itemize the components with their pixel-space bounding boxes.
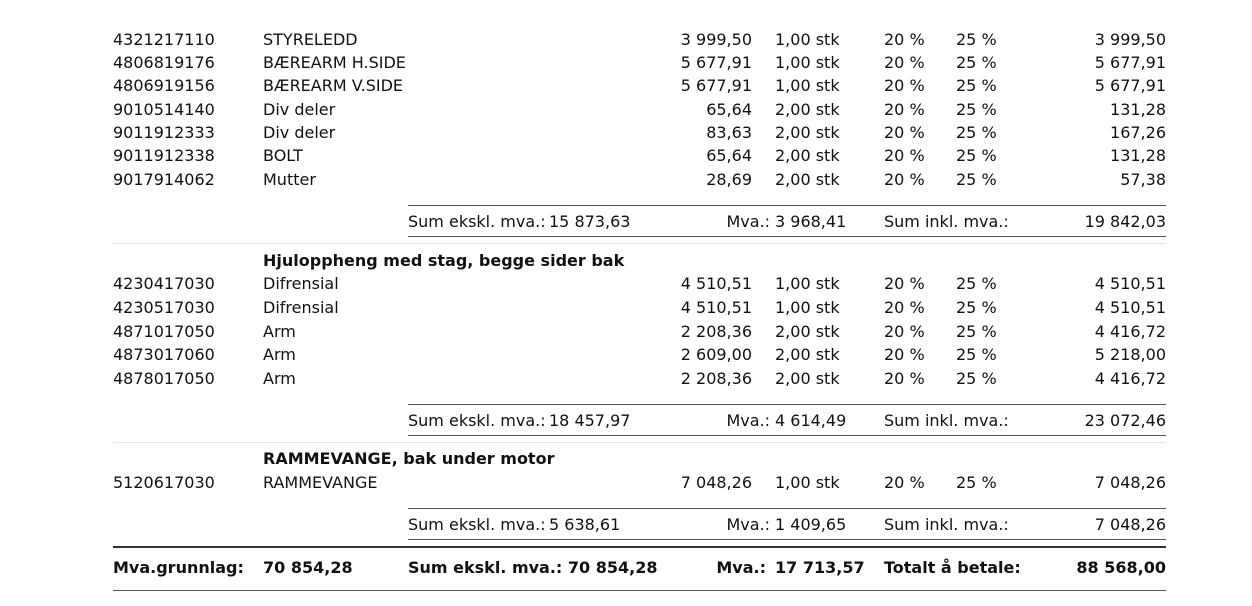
line-amount: 4 510,51 (1094, 274, 1166, 293)
line-item-row (0, 145, 1252, 167)
sum-excl-value: 18 457,97 (549, 411, 631, 430)
quantity: 1,00 stk (775, 30, 840, 49)
mva-value: 4 614,49 (775, 411, 847, 430)
sum-incl-value: 19 842,03 (1084, 212, 1166, 231)
sum-incl-label: Sum inkl. mva.: (884, 411, 1009, 430)
unit-price: 3 999,50 (680, 30, 752, 49)
total-divider-bottom (113, 590, 1166, 591)
sum-incl-label: Sum inkl. mva.: (884, 515, 1009, 534)
unit-price: 2 609,00 (680, 345, 752, 364)
unit-price: 7 048,26 (680, 473, 752, 492)
mva-value: 1 409,65 (775, 515, 847, 534)
line-amount: 3 999,50 (1094, 30, 1166, 49)
part-description: RAMMEVANGE (263, 473, 378, 492)
line-amount: 5 677,91 (1094, 53, 1166, 72)
part-number: 4871017050 (113, 322, 215, 341)
part-description: BÆREARM V.SIDE (263, 76, 404, 95)
subtotal-row (0, 514, 1252, 536)
sum-excl-label: Sum ekskl. mva.: (408, 411, 546, 430)
grand-total-row (0, 556, 1252, 580)
total-sum-excl-value: 70 854,28 (567, 558, 658, 577)
line-item-row (0, 297, 1252, 319)
line-item-row (0, 472, 1252, 494)
line-amount: 131,28 (1110, 146, 1166, 165)
part-number: 9011912333 (113, 123, 215, 142)
quantity: 1,00 stk (775, 473, 840, 492)
discount: 20 % (884, 100, 925, 119)
sum-excl-value: 5 638,61 (549, 515, 621, 534)
vat-rate: 25 % (956, 345, 997, 364)
sum-incl-label: Sum inkl. mva.: (884, 212, 1009, 231)
line-item-row (0, 368, 1252, 390)
quantity: 2,00 stk (775, 100, 840, 119)
line-amount: 5 677,91 (1094, 76, 1166, 95)
discount: 20 % (884, 298, 925, 317)
vat-rate: 25 % (956, 369, 997, 388)
line-item-row (0, 99, 1252, 121)
unit-price: 2 208,36 (680, 369, 752, 388)
discount: 20 % (884, 53, 925, 72)
unit-price: 5 677,91 (680, 53, 752, 72)
subtotal-divider-bottom (408, 236, 1166, 237)
part-description: BOLT (263, 146, 303, 165)
part-description: Difrensial (263, 274, 339, 293)
unit-price: 83,63 (706, 123, 752, 142)
line-amount: 4 416,72 (1094, 322, 1166, 341)
unit-price: 28,69 (706, 170, 752, 189)
unit-price: 2 208,36 (680, 322, 752, 341)
quantity: 1,00 stk (775, 53, 840, 72)
line-item-row (0, 321, 1252, 343)
line-amount: 57,38 (1120, 170, 1166, 189)
subtotal-divider-top (408, 404, 1166, 405)
mva-basis-value: 70 854,28 (263, 558, 353, 577)
discount: 20 % (884, 274, 925, 293)
line-amount: 4 510,51 (1094, 298, 1166, 317)
discount: 20 % (884, 369, 925, 388)
vat-rate: 25 % (956, 473, 997, 492)
quantity: 2,00 stk (775, 369, 840, 388)
line-item-row (0, 344, 1252, 366)
vat-rate: 25 % (956, 30, 997, 49)
part-number: 4878017050 (113, 369, 215, 388)
line-item-row (0, 52, 1252, 74)
quantity: 2,00 stk (775, 322, 840, 341)
total-to-pay-label: Totalt å betale: (884, 558, 1021, 577)
part-description: Div deler (263, 123, 336, 142)
part-description: Difrensial (263, 298, 339, 317)
discount: 20 % (884, 345, 925, 364)
part-description: STYRELEDD (263, 30, 358, 49)
discount: 20 % (884, 76, 925, 95)
line-amount: 7 048,26 (1094, 473, 1166, 492)
line-amount: 4 416,72 (1094, 369, 1166, 388)
group-separator (113, 442, 1166, 443)
sum-excl-label: Sum ekskl. mva.: (408, 515, 546, 534)
part-number: 4806819176 (113, 53, 215, 72)
vat-rate: 25 % (956, 170, 997, 189)
part-number: 4321217110 (113, 30, 215, 49)
part-number: 4230517030 (113, 298, 215, 317)
line-item-row (0, 29, 1252, 51)
subtotal-divider-top (408, 205, 1166, 206)
subtotal-row (0, 211, 1252, 233)
part-description: Mutter (263, 170, 316, 189)
part-number: 9010514140 (113, 100, 215, 119)
unit-price: 4 510,51 (680, 298, 752, 317)
discount: 20 % (884, 170, 925, 189)
discount: 20 % (884, 123, 925, 142)
total-sum-excl-label: Sum ekskl. mva.: (408, 558, 563, 577)
subtotal-row (0, 410, 1252, 432)
group-separator (113, 243, 1166, 244)
line-item-row (0, 122, 1252, 144)
total-mva-value: 17 713,57 (775, 558, 865, 577)
part-number: 5120617030 (113, 473, 215, 492)
vat-rate: 25 % (956, 76, 997, 95)
part-description: Div deler (263, 100, 336, 119)
vat-rate: 25 % (956, 322, 997, 341)
quantity: 1,00 stk (775, 76, 840, 95)
discount: 20 % (884, 146, 925, 165)
quantity: 1,00 stk (775, 298, 840, 317)
part-description: Arm (263, 369, 296, 388)
sum-incl-value: 23 072,46 (1084, 411, 1166, 430)
sum-incl-value: 7 048,26 (1094, 515, 1166, 534)
vat-rate: 25 % (956, 100, 997, 119)
part-number: 4806919156 (113, 76, 215, 95)
quantity: 1,00 stk (775, 274, 840, 293)
mva-label: Mva.: (726, 411, 770, 430)
vat-rate: 25 % (956, 53, 997, 72)
line-item-row (0, 273, 1252, 295)
mva-label: Mva.: (726, 515, 770, 534)
discount: 20 % (884, 473, 925, 492)
total-to-pay-value: 88 568,00 (1076, 558, 1166, 577)
subtotal-divider-bottom (408, 435, 1166, 436)
part-description: BÆREARM H.SIDE (263, 53, 406, 72)
part-number: 4873017060 (113, 345, 215, 364)
unit-price: 65,64 (706, 100, 752, 119)
discount: 20 % (884, 30, 925, 49)
sum-excl-label: Sum ekskl. mva.: (408, 212, 546, 231)
total-divider-top (113, 546, 1166, 548)
mva-value: 3 968,41 (775, 212, 847, 231)
line-item-row (0, 75, 1252, 97)
part-description: Arm (263, 322, 296, 341)
line-amount: 131,28 (1110, 100, 1166, 119)
subtotal-divider-top (408, 508, 1166, 509)
unit-price: 5 677,91 (680, 76, 752, 95)
quantity: 2,00 stk (775, 123, 840, 142)
mva-label: Mva.: (726, 212, 770, 231)
total-mva-label: Mva.: (716, 558, 766, 577)
line-amount: 5 218,00 (1094, 345, 1166, 364)
sum-excl-value: 15 873,63 (549, 212, 631, 231)
quantity: 2,00 stk (775, 146, 840, 165)
line-amount: 167,26 (1110, 123, 1166, 142)
part-number: 4230417030 (113, 274, 215, 293)
subtotal-divider-bottom (408, 539, 1166, 540)
quantity: 2,00 stk (775, 170, 840, 189)
vat-rate: 25 % (956, 298, 997, 317)
unit-price: 4 510,51 (680, 274, 752, 293)
group-title: RAMMEVANGE, bak under motor (263, 449, 555, 468)
part-number: 9011912338 (113, 146, 215, 165)
part-description: Arm (263, 345, 296, 364)
quantity: 2,00 stk (775, 345, 840, 364)
mva-basis-label: Mva.grunnlag: (113, 558, 244, 577)
vat-rate: 25 % (956, 274, 997, 293)
line-item-row (0, 169, 1252, 191)
vat-rate: 25 % (956, 123, 997, 142)
vat-rate: 25 % (956, 146, 997, 165)
group-title: Hjuloppheng med stag, begge sider bak (263, 251, 625, 270)
total-sum-excl (408, 556, 657, 580)
part-number: 9017914062 (113, 170, 215, 189)
discount: 20 % (884, 322, 925, 341)
unit-price: 65,64 (706, 146, 752, 165)
